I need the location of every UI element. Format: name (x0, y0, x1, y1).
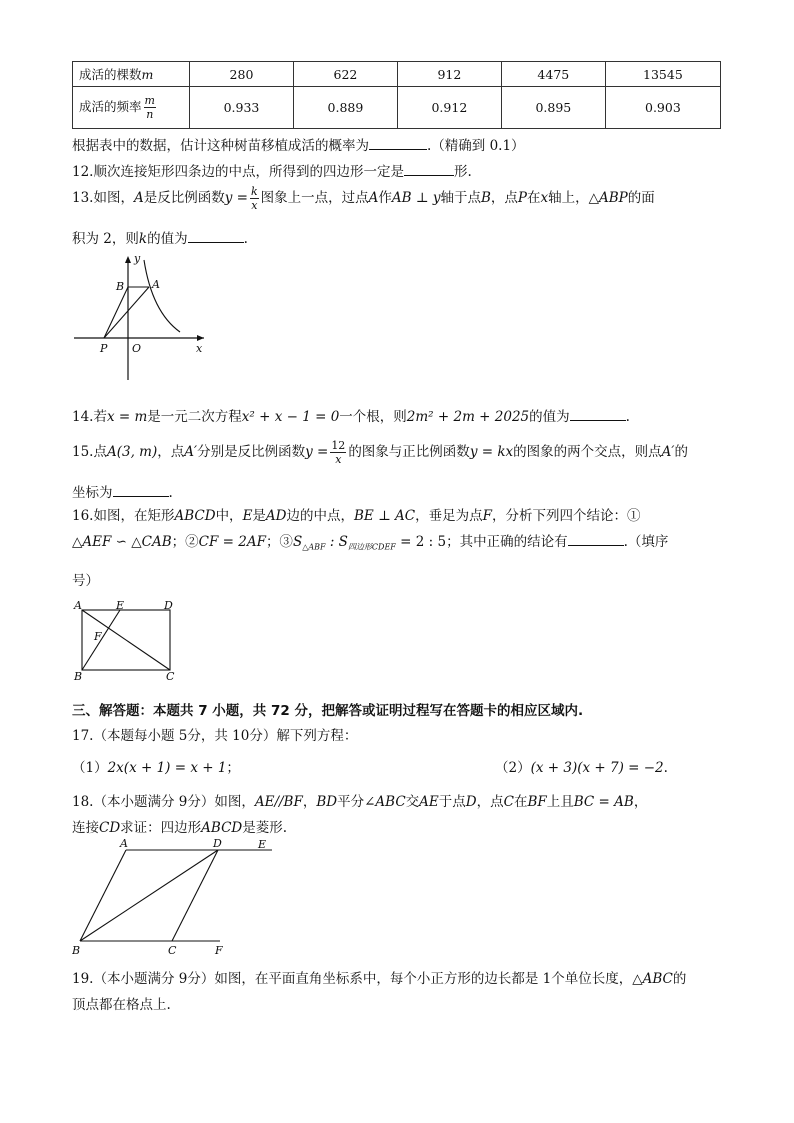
answer-blank (404, 162, 454, 176)
math-expr: AD (265, 508, 287, 524)
text: ，分析下列四个结论：① (492, 508, 641, 524)
question-16-line3 (72, 569, 99, 589)
label-b: B (74, 670, 83, 680)
q18-figure (72, 838, 282, 960)
text: ，点 (490, 190, 518, 206)
text: 于点 (438, 794, 466, 810)
x-axis-arrow-icon (197, 335, 204, 341)
text: ， (633, 794, 648, 810)
text: 图象上一点，过点 (260, 190, 369, 206)
fraction (144, 95, 156, 120)
question-18-line1 (72, 790, 647, 810)
label-f: F (215, 944, 223, 957)
math-var: A′ (184, 444, 198, 460)
math-var: B (480, 190, 491, 206)
text: 在 (513, 794, 528, 810)
math-var: k (138, 231, 148, 247)
label-b: B (72, 944, 81, 957)
text: 作 (378, 190, 392, 206)
frequency-table (72, 61, 721, 129)
table-cell: 0.889 (293, 87, 397, 129)
math-expr: 2x(x + 1) = x + 1 (107, 760, 227, 776)
question-17-part1 (72, 756, 240, 776)
segment-bd (80, 850, 218, 941)
text: 16.如图，在矩形 (72, 508, 175, 524)
table-cell: 280 (190, 62, 294, 87)
label-p: P (100, 342, 108, 355)
math-var: A′ (661, 444, 675, 460)
text: 坐标为 (72, 485, 113, 501)
label-o: O (132, 342, 142, 355)
table-row (73, 87, 721, 129)
math-expr: BD (316, 794, 338, 810)
segment-pa (104, 287, 149, 338)
text: 14.若 (72, 409, 107, 425)
math-var: C (503, 794, 514, 810)
math-expr: x = m (106, 409, 148, 425)
text: 在 (526, 190, 541, 206)
math-var: A (368, 190, 379, 206)
math-expr: BE ⊥ AC (354, 508, 416, 524)
fraction-numerator: m (144, 94, 155, 107)
text: 轴上， (548, 190, 589, 206)
math-var: E (242, 508, 253, 524)
math-var: P (517, 190, 527, 206)
text: ，点 (157, 444, 185, 460)
math-expr: BF (527, 794, 547, 810)
y-axis-arrow-icon (125, 256, 131, 263)
math-var: D (465, 794, 477, 810)
text: 的值为 (529, 409, 570, 425)
answer-blank (188, 229, 244, 243)
answer-blank (113, 483, 169, 497)
table-cell: 4475 (501, 62, 605, 87)
fraction-denominator: n (146, 108, 154, 121)
text: 18.（本小题满分 9分）如图， (72, 794, 255, 810)
text: 求证：四边形 (120, 820, 202, 836)
answer-blank (369, 136, 427, 150)
label-c: C (166, 670, 175, 680)
math-expr: BC = AB (573, 794, 634, 810)
math-expr: ABCD (201, 820, 243, 836)
label-b: B (116, 280, 125, 293)
text: 12.顺次连接矩形四条边的中点，所得到的四边形一定是 (72, 164, 404, 180)
table-cell: 0.912 (397, 87, 501, 129)
text: 的 (672, 971, 687, 987)
row-header-count (73, 62, 190, 87)
text: 分别是反比例函数 (197, 444, 306, 460)
text: （2） (495, 760, 531, 776)
section-3-heading: 三、解答题：本题共 7 小题，共 72 分，把解答或证明过程写在答题卡的相应区域内. (72, 703, 584, 719)
label-e: E (258, 838, 267, 851)
text: ；③ (265, 534, 293, 550)
math-expr: y = kx (469, 444, 514, 460)
text: 积为 2，则 (72, 231, 139, 247)
question-14 (72, 405, 630, 425)
segment-cd (172, 850, 218, 941)
math-expr: △ABP (588, 190, 628, 206)
question-15-line1 (72, 436, 688, 468)
label-a: A (74, 599, 82, 612)
text: ，点 (476, 794, 504, 810)
table-cell: 0.895 (501, 87, 605, 129)
math-expr: y = (305, 444, 329, 460)
label-a: A (152, 278, 160, 291)
text: 19.（本小题满分 9分）如图，在平面直角坐标系中，每个小正方形的边长都是 1个单位长度， (72, 971, 633, 987)
text: 上且 (546, 794, 574, 810)
text: ； (226, 760, 240, 776)
math-expr: AE//BF (254, 794, 303, 810)
text: .（填序 (623, 534, 669, 550)
math-var: x (540, 190, 549, 206)
segment-ab (80, 850, 126, 941)
q13-figure (72, 252, 212, 382)
question-16-line2 (72, 530, 668, 553)
math-expr: 2m² + 2m + 2025 (406, 409, 530, 425)
text: 交 (405, 794, 420, 810)
text: 是 (252, 508, 266, 524)
math-expr: AB ⊥ y (391, 190, 441, 206)
math-expr: ABCD (174, 508, 216, 524)
label-c: C (168, 944, 177, 957)
text: . (663, 760, 668, 776)
label-d: D (164, 599, 173, 612)
text: ，垂足为点 (415, 508, 483, 524)
text: 是反比例函数 (143, 190, 225, 206)
question-15-line2 (72, 481, 173, 501)
math-expr: = 2 : 5 (395, 534, 447, 550)
text: ， (302, 794, 317, 810)
math-expr: A(3, m) (106, 444, 158, 460)
text: . (168, 485, 173, 501)
row-label: 成活的频率 (79, 99, 142, 114)
question-17-title: 17.（本题每小题 5分，共 10分）解下列方程： (72, 728, 358, 744)
row-label: 成活的棵数 (79, 67, 142, 82)
text: 中， (215, 508, 243, 524)
math-expr: △AEF ∽ △CAB (72, 534, 172, 550)
text: 号） (72, 573, 99, 589)
question-18-line2 (72, 816, 287, 836)
question-16-line1 (72, 504, 641, 524)
math-expr: △ABC (632, 971, 673, 987)
text: 的图象与正比例函数 (348, 444, 470, 460)
text: . (625, 409, 630, 425)
label-e: E (116, 599, 125, 612)
label-x: x (196, 342, 203, 355)
fraction-numerator: k (250, 185, 258, 198)
question-19-line2: 顶点都在格点上. (72, 997, 171, 1013)
math-var: : S (325, 534, 348, 550)
text: 形. (453, 164, 472, 180)
text: . (243, 231, 248, 247)
math-expr: CF = 2AF (198, 534, 266, 550)
question-12 (72, 160, 472, 180)
fraction-denominator: x (251, 199, 258, 212)
text: .（精确到 0.1） (427, 138, 525, 154)
subscript: △ABF (302, 542, 326, 552)
text: 13.如图， (72, 190, 134, 206)
text: 根据表中的数据，估计这种树苗移植成活的概率为 (72, 138, 369, 154)
text: 的 (674, 444, 688, 460)
text: 边的中点， (286, 508, 354, 524)
text: 的图象的两个交点，则点 (513, 444, 662, 460)
text: （1） (72, 760, 108, 776)
text: 一个根，则 (339, 409, 407, 425)
question-13-line1 (72, 183, 655, 213)
fraction (250, 186, 259, 211)
text: 平分 (337, 794, 365, 810)
table-cell: 912 (397, 62, 501, 87)
text: 15.点 (72, 444, 107, 460)
q11-conclusion (72, 134, 525, 154)
question-13-line2 (72, 227, 248, 247)
text: 的面 (627, 190, 655, 206)
label-a: A (120, 838, 128, 850)
hyperbola-curve (144, 260, 180, 332)
fraction (330, 440, 346, 465)
table-cell: 0.903 (605, 87, 720, 129)
math-expr: y = (224, 190, 248, 206)
row-var: m (141, 67, 154, 82)
fraction-numerator: 12 (331, 439, 346, 452)
label-y: y (134, 252, 141, 265)
q16-figure (72, 598, 187, 680)
subscript: 四边形CDEF (347, 542, 396, 552)
table-row (73, 62, 721, 87)
answer-blank (568, 532, 624, 546)
text: 是菱形. (242, 820, 288, 836)
text: ；② (171, 534, 199, 550)
table-cell: 622 (293, 62, 397, 87)
table-cell: 0.933 (190, 87, 294, 129)
math-expr: CD (99, 820, 121, 836)
math-var: S (292, 534, 303, 550)
label-d: D (213, 838, 222, 850)
math-var: F (482, 508, 493, 524)
text: 的值为 (147, 231, 188, 247)
text: 是一元二次方程 (147, 409, 242, 425)
math-expr: (x + 3)(x + 7) = −2 (530, 760, 664, 776)
table-cell: 13545 (605, 62, 720, 87)
fraction-denominator: x (335, 453, 342, 466)
text: 连接 (72, 820, 99, 836)
text: 轴于点 (440, 190, 481, 206)
math-expr: x² + x − 1 = 0 (241, 409, 340, 425)
math-var: A (133, 190, 144, 206)
question-19-line1 (72, 967, 686, 987)
text: ；其中正确的结论有 (446, 534, 568, 550)
label-f: F (94, 630, 102, 643)
segment-pb (104, 287, 128, 338)
answer-blank (570, 407, 626, 421)
question-17-part2 (495, 756, 668, 776)
math-expr: ∠ABC (364, 794, 406, 810)
row-header-frequency (73, 87, 190, 129)
math-expr: AE (419, 794, 439, 810)
